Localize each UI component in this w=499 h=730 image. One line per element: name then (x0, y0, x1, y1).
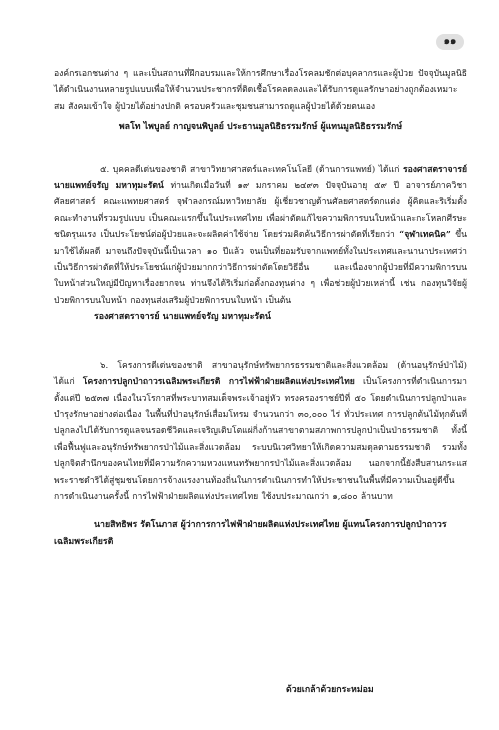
signature-foundation-representative: พลโท ไพบูลย์ กาญจนพิบูลย์ ประธานมูลนิธิธรรมรักษ์ ผู้แทนมูลนิธิธรรมรักษ์ (118, 122, 403, 133)
closing-phrase: ด้วยเกล้าด้วยกระหม่อม (286, 685, 374, 695)
paragraph-outstanding-person (54, 162, 467, 310)
project-description: เป็นโครงการที่ดำเนินการมาตั้งแต่ปี ๒๕๓๗ เนื่องในวโรกาสที่พระบาทสมเด็จพระเจ้าอยู่หัว ทรงครองราชย์ปีที่ ๕๐ โดยดำเนินการปลูกป่าและบำรุงรักษาอย่างต่อเนื่อง ในพื้นที่ป่าอนุรักษ์เสื่อมโทรม จำนวนกว่า ๓๐,๐๐๐ ไร่ ทั่วประเทศ การปลูกต้นไม้ทุกต้นที่ปลูกลงไปได้รับการดูแลจนรอดชีวิตและเจริญเติบโตแผ่กิ่งก้านสาขาตามสภาพการปลูกป่าเป็นป่าธรรมชาติ ทั้งนี้เพื่อฟื้นฟูและอนุรักษ์ทรัพยากรป่าไม้และสิ่งแวดล้อม ระบบนิเวศวิทยาให้เกิดความสมดุลตามธรรมชาติ รวมทั้งปลูกจิตสำนึกของคนไทยที่มีความรักความหวงแหนทรัพยากรป่าไม้และสิ่งแวดล้อม นอกจากนี้ยังสืบสานกระแสพระราชดำริได้สู่ชุมชนโดยการจ้างแรงงานท้องถิ่นในการดำเนินการทำให้ประชาชนในพื้นที่มีความเป็นอยู่ดีขึ้น การดำเนินงานครั้งนี้ การไฟฟ้าฝ่ายผลิตแห่งประเทศไทย ใช้งบประมาณกว่า ๑,๘๐๐ ล้านบาท (54, 377, 467, 502)
person-achievements: ขึ้นมาใช้ได้ผลดี มาจนถึงปัจจุบันนี้เป็นเวลา ๑๐ ปีแล้ว จนเป็นที่ยอมรับจากแพทย์ทั้งในประเทศและนานาประเทศว่าเป็นวิธีการผ่าตัดที่ให้ประโยชน์แก่ผู้ป่วยมากกว่าวิธีการผ่าตัดโดยวิธีอื่น และเนื่องจากผู้ป่วยที่มีความพิการบนใบหน้าส่วนใหญ่มีปัญหาเรื่องยากจน ท่านจึงได้ริเริ่มก่อตั้งกองทุนต่าง ๆ เพื่อช่วยผู้ป่วยเหล่านี้ เช่น กองทุนวิจัยผู้ป่วยพิการบนใบหน้า กองทุนส่งเสริมผู้ป่วยพิการบนใบหน้า เป็นต้น (54, 230, 468, 306)
signature-project-line2: เฉลิมพระเกียรติ (54, 536, 114, 547)
project-name: โครงการปลูกป่าถาวรเฉลิมพระเกียรติ การไฟฟ้าฝ่ายผลิตแห่งประเทศไทย (82, 377, 355, 388)
document-body (54, 66, 467, 550)
person-name: รองศาสตราจารย์ นายแพทย์จรัญ มหาทุมะรัตน์ (54, 164, 468, 192)
paragraph-outstanding-project (54, 358, 467, 506)
person-intro: ๕. บุคคลดีเด่นของชาติ สาขาวิทยาศาสตร์และเทคโนโลยี (ด้านการแพทย์) ได้แก่ (100, 164, 400, 175)
chula-technique: “จุฬาเทคนิค” (399, 230, 451, 241)
project-intro: ๖. โครงการดีเด่นของชาติ สาขาอนุรักษ์ทรัพยากรธรรมชาติและสิ่งแวดล้อม (ด้านอนุรักษ์ป่าไม้) ได้แก่ (54, 360, 467, 388)
signature-project-line1: นายสิทธิพร รัตโนภาส ผู้ว่าการการไฟฟ้าฝ่ายผลิตแห่งประเทศไทย ผู้แทนโครงการปลูกป่าถาวร (94, 520, 447, 531)
person-bio: ท่านเกิดเมื่อวันที่ ๑๙ มกราคม ๒๔๙๓ ปัจจุบันอายุ ๕๙ ปี อาจารย์ภาควิชาศัลยศาสตร์ คณะแพทยศาสตร์ จุฬาลงกรณ์มหาวิทยาลัย ผู้เชี่ยวชาญด้านศัลยศาสตร์ตกแต่ง ผู้คิดและริเริ่มตั้งคณะทำงานที่รวมรูปแบบ เป็นคณะแรกขึ้นในประเทศไทย เพื่อผ่าตัดแก้ไขความพิการบนใบหน้าและกะโหลกศีรษะชนิดรุนแรง เป็นประโยชน์ต่อผู้ป่วยและจะผลิตค่าใช้จ่าย โดยร่วมคิดค้นวิธีการผ่าตัดที่เรียกว่า (54, 181, 467, 241)
paragraph-foundation-continued: องค์กรเอกชนต่าง ๆ และเป็นสถานที่ฝึกอบรมและให้การศึกษาเรื่องโรคลมชักต่อบุคลากรและผู้ป่วย ปัจจุบันมูลนิธิได้ดำเนินงานหลายรูปแบบเพื่อให้จำนวนประชากรที่ติดเชื้อโรคลดลงและได้รับการดูแลรักษาอย่างถูกต้องเหมาะสม สังคมเข้าใจ ผู้ป่วยได้อย่างปกติ ครอบครัวและชุมชนสามารถดูแลผู้ป่วยได้ด้วยตนเอง (54, 69, 467, 112)
signature-person: รองศาสตราจารย์ นายแพทย์จรัญ มหาทุมะรัตน์ (94, 312, 271, 323)
page-number-badge: ๑๑ (436, 34, 464, 50)
